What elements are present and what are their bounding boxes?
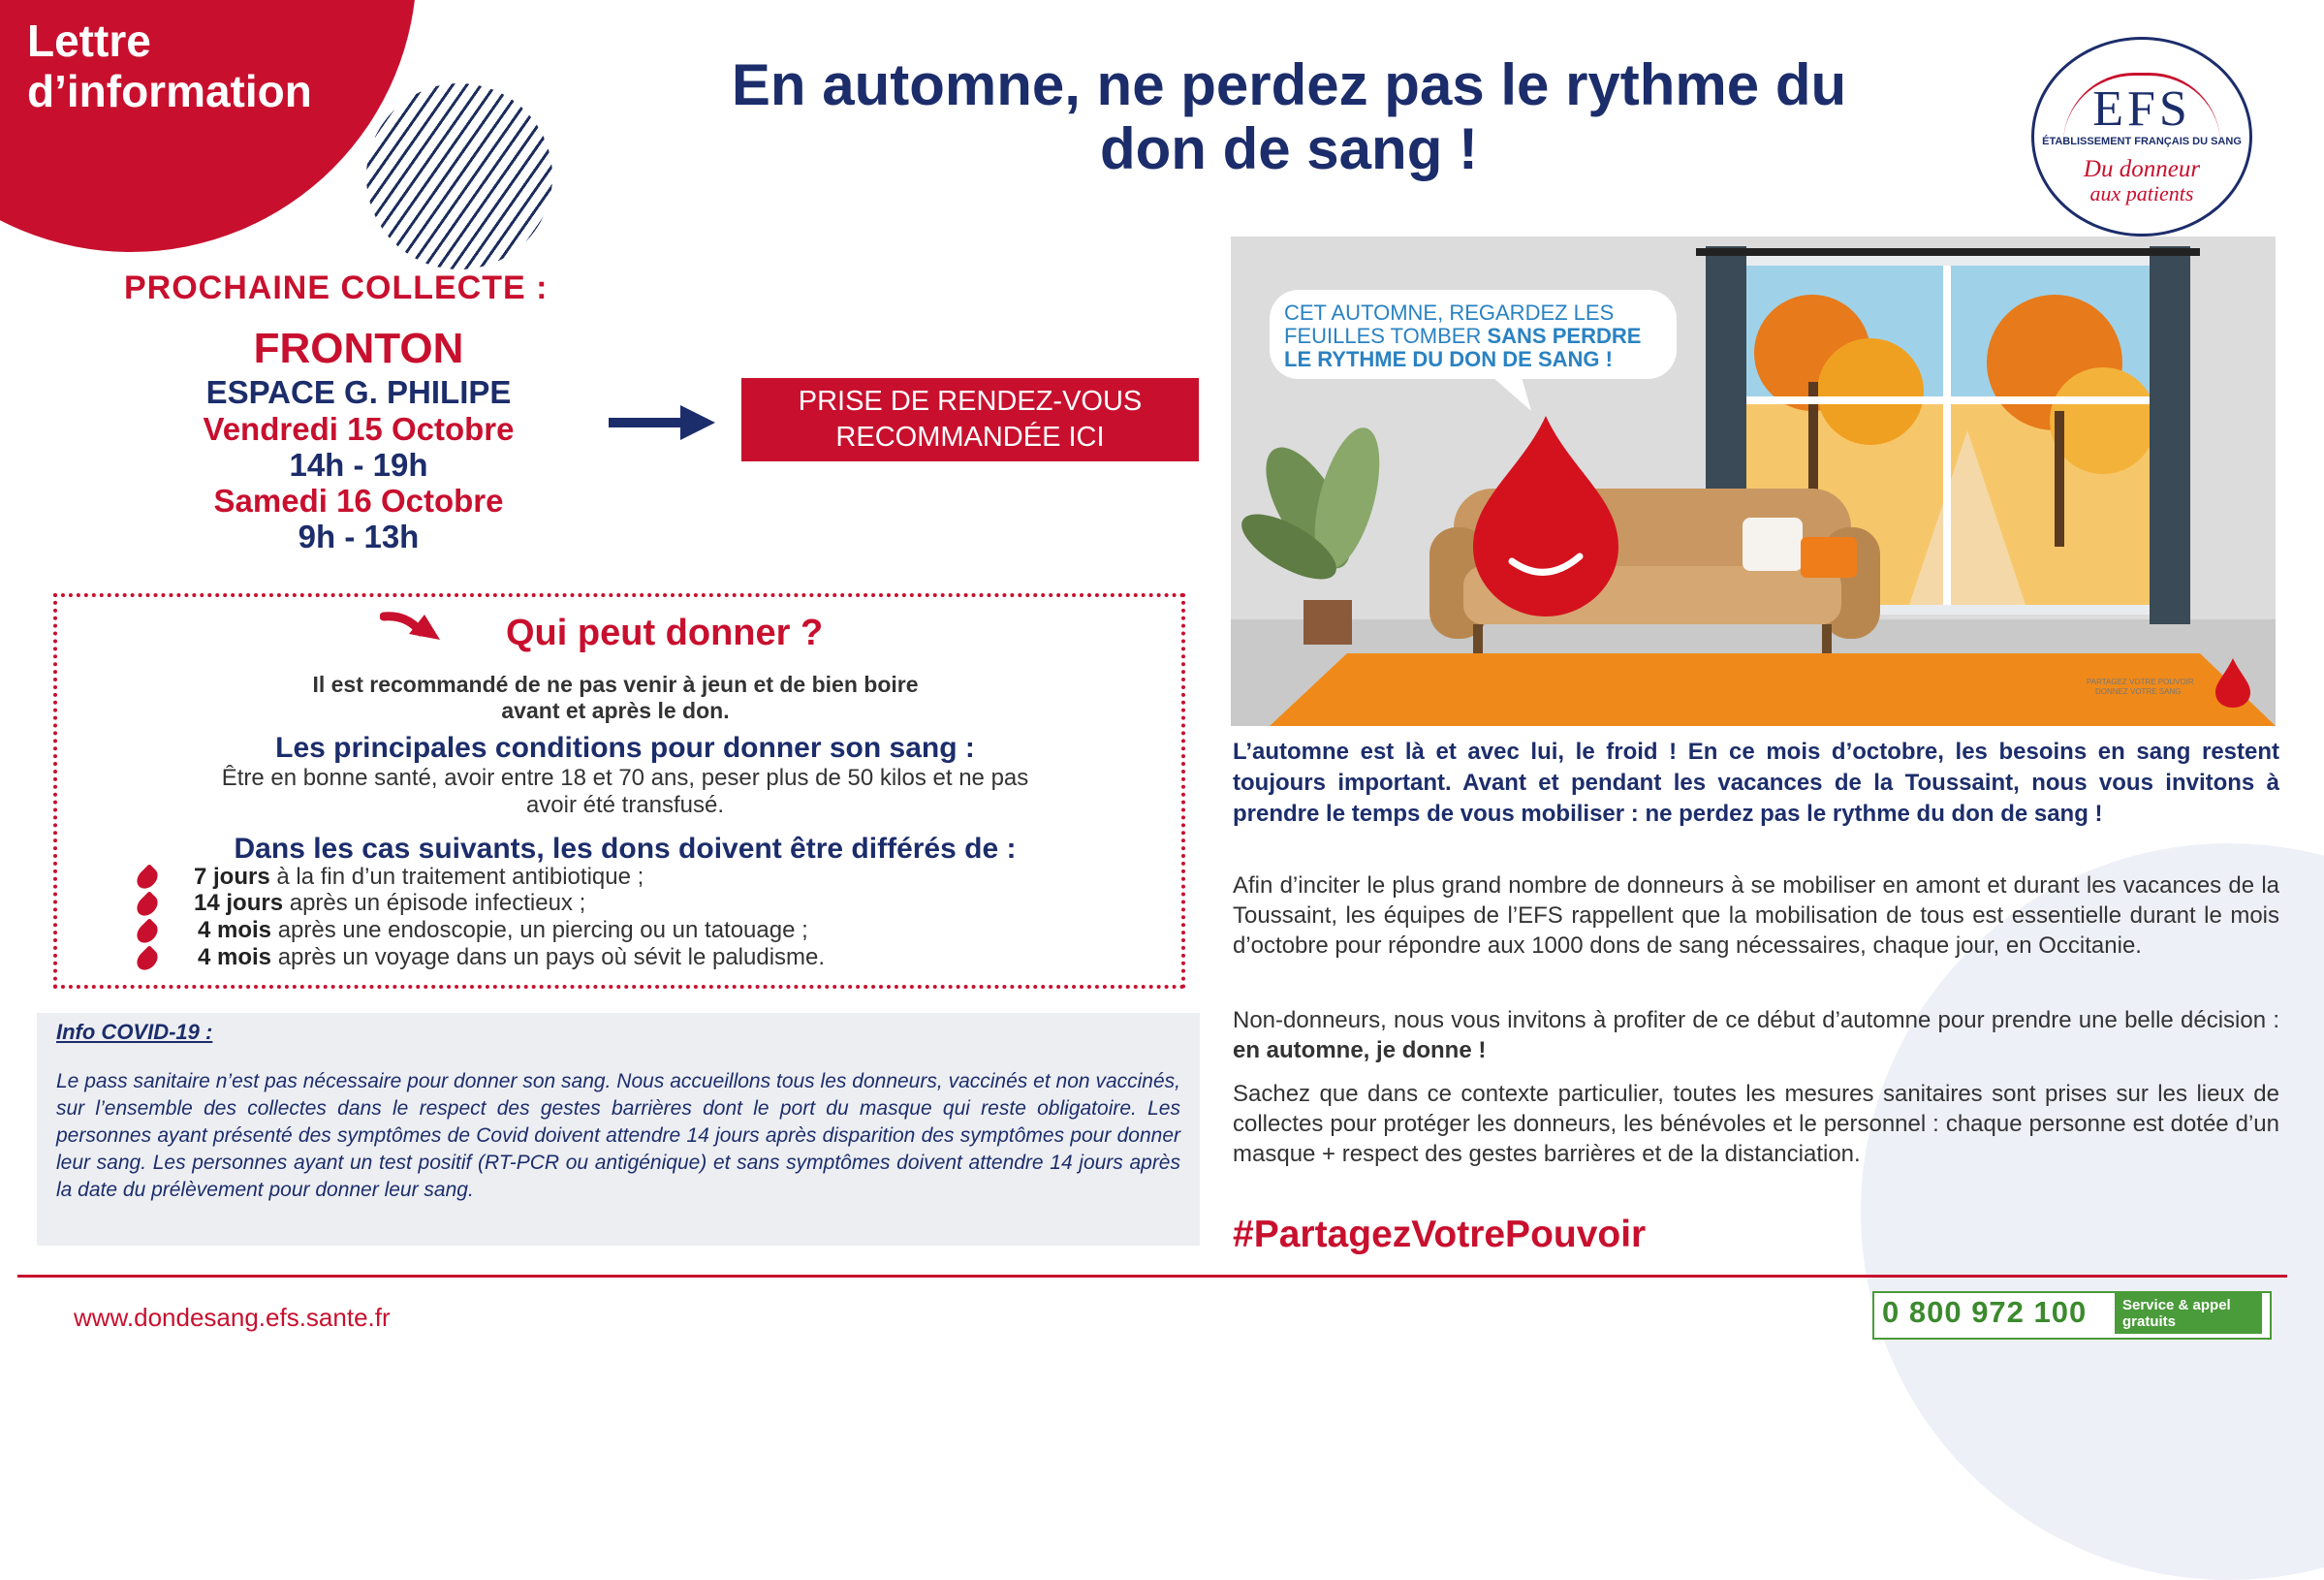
bubble-line-2 xyxy=(1284,324,1641,348)
collection-date-1: Vendredi 15 Octobre xyxy=(203,411,515,447)
deferral-duration: 4 mois xyxy=(198,917,272,943)
logo-tagline-2: aux patients xyxy=(2089,181,2194,205)
deferral-item xyxy=(194,890,585,917)
article-paragraph-2 xyxy=(1233,1005,2279,1065)
title-line-2: don de sang ! xyxy=(1100,116,1478,181)
collection-time-1: 14h - 19h xyxy=(289,447,428,483)
deferral-item xyxy=(198,917,808,944)
collection-time-2: 9h - 13h xyxy=(298,519,420,554)
deferral-item xyxy=(198,944,825,971)
covid-title: Info COVID-19 : xyxy=(56,1020,213,1044)
appointment-button-line-2: RECOMMANDÉE ICI xyxy=(835,422,1105,453)
article-paragraph-3: Sachez que dans ce contexte particulier, toutes les mesures sanitaires sont prises sur les lieux de collectes pour protéger les donneurs, les bénévoles et le personnel : chaque personne est dotée d’un masque + respect des gestes barrières et de la distanciation. xyxy=(1233,1081,2279,1167)
bubble-line-2a: FEUILLES TOMBER xyxy=(1284,324,1488,348)
collection-venue: ESPACE G. PHILIPE xyxy=(205,374,512,410)
deferral-text: après un épisode infectieux ; xyxy=(283,890,586,916)
article-paragraph-1: Afin d’inciter le plus grand nombre de donneurs à se mobiliser en amont et durant les vacances de la Toussaint, les équipes de l’EFS rappellent que la mobilisation de tous est essentielle durant le mois d’octobre pour répondre aux 1000 dons de sang nécessaires, chaque jour, en Occitanie. xyxy=(1233,872,2279,959)
advice-line-2: avant et après le don. xyxy=(501,698,730,723)
conditions-line-2: avoir été transfusé. xyxy=(525,792,725,818)
deferral-text: après une endoscopie, un piercing ou un tatouage ; xyxy=(271,917,808,943)
conditions-line-1: Être en bonne santé, avoir entre 18 et 70 ans, peser plus de 50 kilos et ne pas xyxy=(221,765,1029,791)
bubble-line-2b: SANS PERDRE xyxy=(1487,324,1642,348)
collection-city: FRONTON xyxy=(253,325,464,372)
website-link[interactable]: www.dondesang.efs.sante.fr xyxy=(74,1303,391,1332)
deferral-text: à la fin d’un traitement antibiotique ; xyxy=(269,864,644,890)
deferral-duration: 7 jours xyxy=(194,864,270,890)
living-room-scene xyxy=(1231,237,2276,726)
appointment-button-line-1: PRISE DE RENDEZ-VOUS xyxy=(798,386,1143,417)
autumn-illustration xyxy=(1231,237,2276,726)
appointment-button[interactable] xyxy=(741,378,1199,461)
newsletter-badge xyxy=(27,16,376,116)
bubble-line-1: CET AUTOMNE, REGARDEZ LES xyxy=(1284,300,1615,325)
paragraph-2-text: Non-donneurs, nous vous invitons à profiter de ce début d’automne pour prendre une belle décision : xyxy=(1233,1007,2279,1033)
free-call-badge xyxy=(2115,1293,2262,1334)
deferral-duration: 14 jours xyxy=(194,890,284,916)
deferral-item xyxy=(194,864,644,891)
conditions-title: Les principales conditions pour donner son sang : xyxy=(275,732,975,764)
bubble-line-3: LE RYTHME DU DON DE SANG ! xyxy=(1284,347,1613,371)
illustration-tag-line-1: PARTAGEZ VOTRE POUVOIR xyxy=(2087,678,2194,686)
illustration-tag-line-2: DONNEZ VOTRE SANG xyxy=(2095,687,2182,696)
deferral-text: après un voyage dans un pays où sévit le paludisme. xyxy=(271,944,826,970)
paragraph-2-bold: en automne, je donne ! xyxy=(1233,1037,1487,1063)
advice-line-1: Il est recommandé de ne pas venir à jeun et de bien boire xyxy=(312,672,919,697)
hatched-circle-decoration xyxy=(366,83,552,269)
hashtag[interactable]: #PartagezVotrePouvoir xyxy=(1233,1214,1647,1255)
footer-divider xyxy=(17,1275,2287,1278)
free-call-line-1: Service & appel xyxy=(2122,1297,2231,1313)
badge-line-2: d’information xyxy=(27,66,312,116)
efs-logo[interactable] xyxy=(2031,37,2252,237)
curved-arrow-icon xyxy=(380,611,446,651)
logo-name: EFS xyxy=(2092,81,2191,137)
logo-tagline-1: Du donneur xyxy=(2083,156,2201,182)
collection-date-2: Samedi 16 Octobre xyxy=(213,483,504,519)
conditions-text xyxy=(107,765,1144,819)
eligibility-advice xyxy=(194,672,1037,724)
next-collection-label: PROCHAINE COLLECTE : xyxy=(124,269,549,306)
eligibility-title: Qui peut donner ? xyxy=(506,613,824,653)
deferral-title: Dans les cas suivants, les dons doivent être différés de : xyxy=(234,833,1017,865)
article-intro: L’automne est là et avec lui, le froid ! En ce mois d’octobre, les besoins en sang restent toujours important. Avant et pendant les vacances de la Toussaint, nous vous invitons à prendre le temps de vous mobiliser : ne perdez pas le rythme du don de sang ! xyxy=(1233,739,2279,827)
deferral-duration: 4 mois xyxy=(198,944,272,970)
logo-subtitle: ÉTABLISSEMENT FRANÇAIS DU SANG xyxy=(2042,136,2242,147)
title-line-1: En automne, ne perdez pas le rythme du xyxy=(731,52,1847,117)
phone-number[interactable]: 0 800 972 100 xyxy=(1882,1295,2088,1329)
covid-text: Le pass sanitaire n’est pas nécessaire pour donner son sang. Nous accueillons tous les donneurs, vaccinés et non vaccinés, sur l’ensemble des collectes dans le respect des gestes barrières dont le port du masque qui reste obligatoire. Les personnes ayant présenté des symptômes de Covid doivent attendre 14 jours après disparition des symptômes pour donner leur sang. Les personnes ayant un test positif (RT-PCR ou antigénique) et sans symptômes doivent attendre 14 jours après la date du prélèvement pour donner leur sang. xyxy=(56,1070,1180,1201)
free-call-line-2: gratuits xyxy=(2122,1313,2177,1330)
badge-line-1: Lettre xyxy=(27,16,151,66)
page-title xyxy=(543,53,2035,181)
arrow-right-icon xyxy=(609,405,715,440)
